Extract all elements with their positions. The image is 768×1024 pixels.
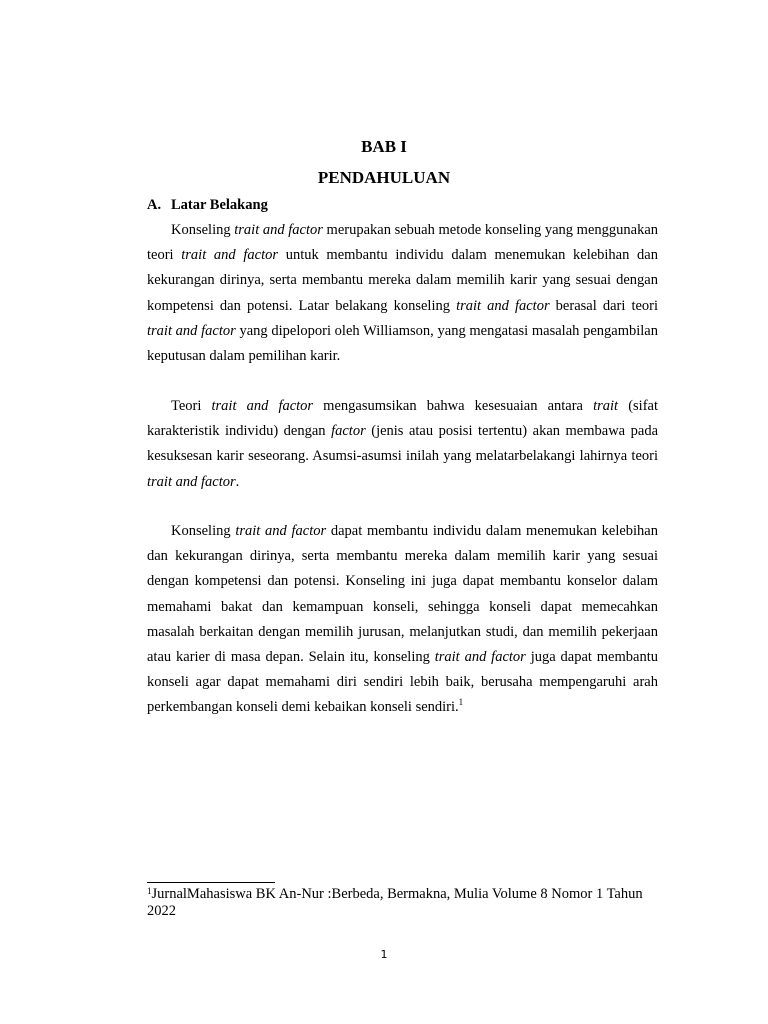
- italic-term: trait and factor: [434, 649, 526, 666]
- footnote: [147, 886, 647, 920]
- italic-term: trait and factor: [211, 398, 314, 414]
- paragraph-text: Konseling: [171, 523, 236, 539]
- footnote-separator: [147, 882, 275, 883]
- section-title: Latar Belakang: [171, 197, 268, 213]
- paragraph-text: mengasumsikan bahwa kesesuaian antara: [313, 398, 594, 414]
- paragraph-text: (jenis atau posisi tertentu) akan membawa pada kesuksesan karir seseorang. Asumsi-asumsi inilah yang melatarbelakangi lahirnya teori: [147, 423, 659, 465]
- italic-term: trait: [593, 398, 619, 414]
- paragraph-text: berasal dari teori: [549, 297, 659, 314]
- paragraph-text: juga dapat membantu konseli agar dapat memahami diri sendiri lebih baik, berusaha mempengaruhi arah perkembangan konseli demi kebaikan konseli sendiri.: [147, 649, 658, 716]
- footnote-reference[interactable]: 1: [458, 697, 464, 708]
- paragraph-text: dapat membantu individu dalam menemukan kelebihan dan kekurangan dirinya, serta membantu mereka dalam memilih karir yang sesuai dengan kompetensi dan potensi. Konseling ini juga dapat membantu konselor dalam memahami bakat dan kemampuan konseli, sehingga konseli dapat memecahkan masalah berkaitan dengan memilih jurusan, melanjutkan studi, dan memilih pekerjaan atau karier di masa depan. Selain itu, konseling: [147, 523, 658, 666]
- paragraph-text: Konseling: [171, 222, 235, 238]
- paragraph-text: untuk membantu individu dalam menemukan kelebihan dan kekurangan dirinya, serta membantu mereka dalam memilih karir yang sesuai dengan kompetensi dan potensi. Latar belakang konseling: [147, 247, 658, 314]
- italic-term: trait and factor: [456, 297, 550, 314]
- italic-term: trait and factor: [147, 473, 236, 490]
- chapter-heading: PENDAHULUAN: [317, 168, 451, 187]
- footnote-marker: 1: [147, 886, 152, 896]
- paragraph-text: .: [235, 473, 240, 490]
- paragraph-2: [147, 394, 658, 495]
- italic-term: trait and factor: [181, 247, 279, 264]
- italic-term: factor: [331, 423, 366, 440]
- paragraph-1: [147, 218, 658, 369]
- section-number: A.: [147, 197, 162, 213]
- italic-term: trait and factor: [235, 523, 327, 539]
- paragraph-text: (sifat karakteristik individu) dengan: [147, 398, 658, 440]
- paragraph-text: yang dipelopori oleh Williamson, yang mengatasi masalah pengambilan keputusan dalam pemilihan karir.: [147, 322, 658, 365]
- italic-term: trait and factor: [234, 222, 323, 238]
- paragraph-text: merupakan sebuah metode konseling yang menggunakan teori: [147, 222, 659, 264]
- italic-term: trait and factor: [147, 322, 236, 339]
- footnote-text: JurnalMahasiswa BK An-Nur :Berbeda, Bermakna, Mulia Volume 8 Nomor 1 Tahun 2022: [147, 886, 643, 919]
- chapter-title: BAB I: [361, 137, 407, 156]
- paragraph-3: [147, 519, 658, 721]
- section-heading: [147, 196, 268, 214]
- paragraph-text: Teori: [171, 398, 212, 414]
- page-number: 1: [380, 948, 388, 961]
